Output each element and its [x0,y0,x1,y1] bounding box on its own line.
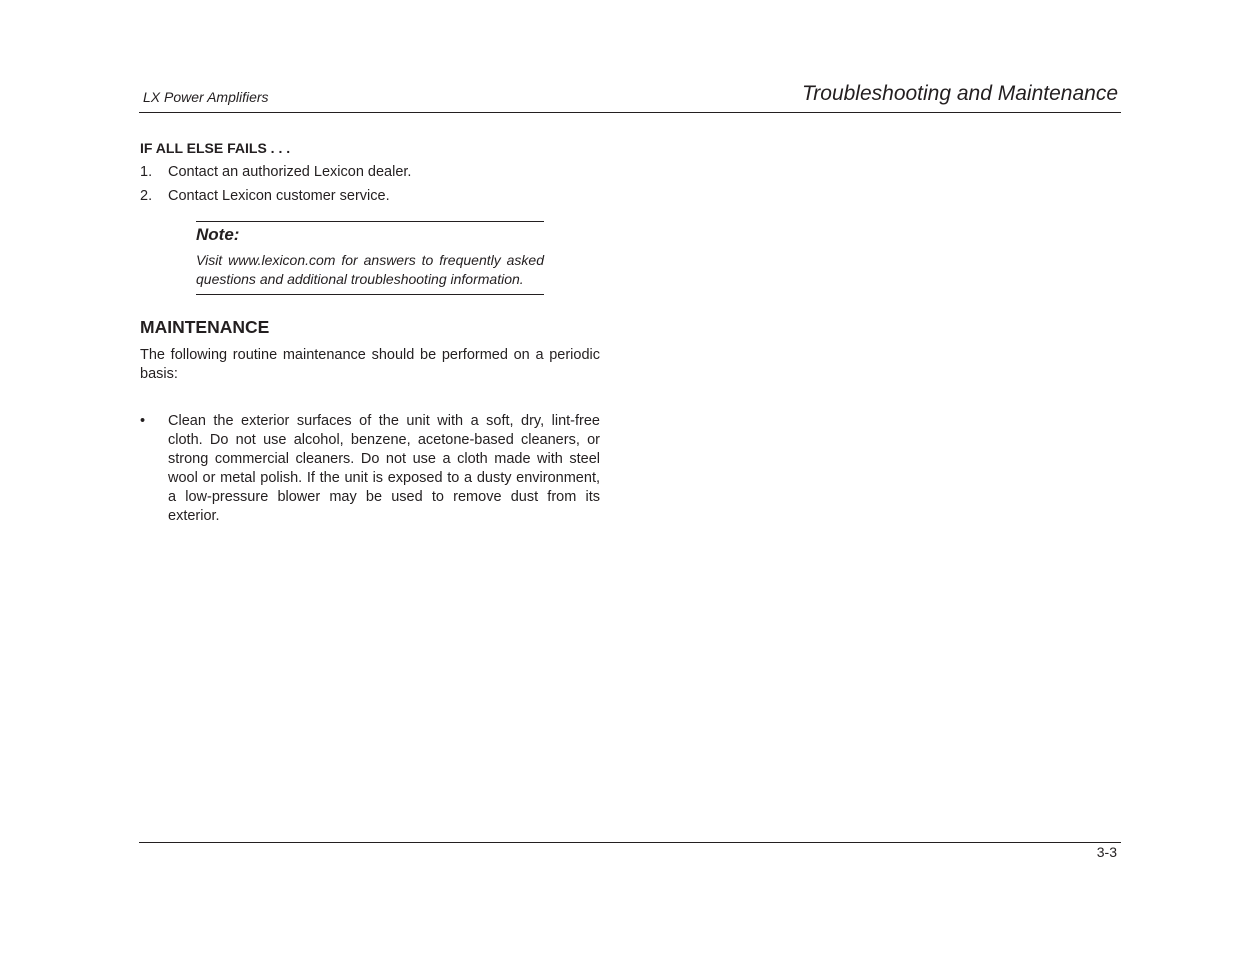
list-number: 1. [140,164,153,180]
maintenance-intro: The following routine maintenance should be performed on a periodic basis: [140,347,600,382]
bullet-marker: • [140,413,146,429]
list-item [140,187,600,206]
list-item-text: Contact an authorized Lexicon dealer. [168,164,412,180]
bullet-text: Clean the exterior surfaces of the unit with a soft, dry, lint-free cloth. Do not use alcohol, benzene, acetone-based cleaners, or strong commercial cleaners. Do not use a cloth made with steel wool or metal polish. If the unit is exposed to a dusty environment, a low-pressure blower may be used to remove dust from its exterior. [168,413,600,524]
fail-steps-list [140,163,600,206]
note-title: Note: [196,225,240,244]
fail-heading: IF ALL ELSE FAILS . . . [140,140,291,156]
maintenance-heading: MAINTENANCE [140,317,270,337]
running-header-product: LX Power Amplifiers [143,89,269,105]
note-text: Visit www.lexicon.com for answers to frequently asked questions and additional troubleshooting information. [196,252,544,287]
list-item-text: Contact Lexicon customer service. [168,188,390,204]
list-item [140,412,600,526]
note-box [196,221,544,295]
page-number: 3-3 [1096,844,1117,860]
main-content [140,139,600,526]
footer-divider [139,842,1121,843]
list-number: 2. [140,188,153,204]
list-item [140,163,600,182]
maintenance-bullets [140,412,600,526]
header-divider [139,112,1121,113]
running-header-chapter: Troubleshooting and Maintenance [802,82,1118,105]
